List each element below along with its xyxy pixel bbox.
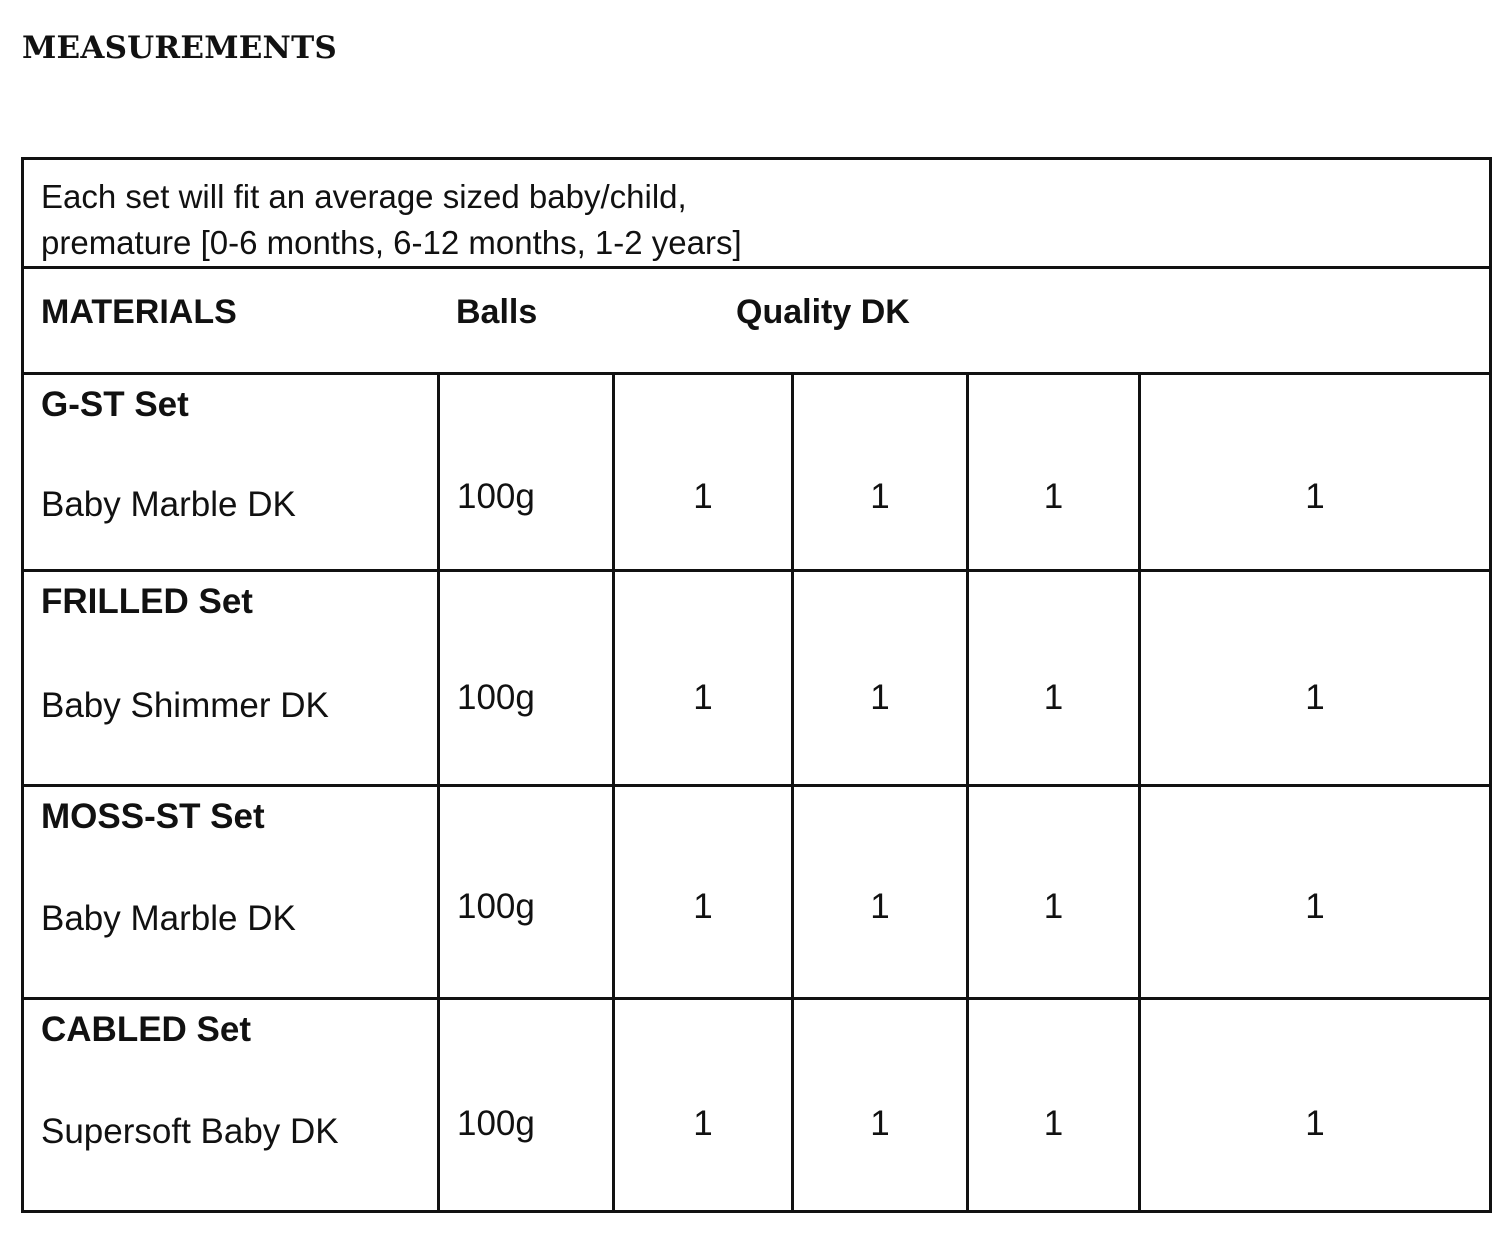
- set-name-cell: [23, 786, 439, 999]
- weight-cell: [439, 999, 614, 1212]
- ball-weight: 100g: [457, 1104, 535, 1143]
- size-description-line-1: Each set will fit an average sized baby/child,: [41, 178, 687, 215]
- ball-weight: 100g: [457, 887, 535, 926]
- size-description-line-2: premature [0-6 months, 6-12 months, 1-2 years]: [41, 224, 742, 261]
- materials-table: [21, 157, 1492, 1213]
- ball-count: 1: [1043, 887, 1064, 926]
- size-cell: [793, 571, 968, 786]
- table-row: [23, 571, 1491, 786]
- ball-count: 1: [1043, 678, 1064, 717]
- ball-count: 1: [870, 1104, 890, 1143]
- yarn-name: Baby Shimmer DK: [41, 686, 329, 725]
- size-cell: [793, 374, 968, 571]
- ball-count: 1: [870, 477, 890, 516]
- ball-count: 1: [870, 887, 890, 926]
- yarn-name: Supersoft Baby DK: [41, 1112, 339, 1151]
- set-name: CABLED Set: [41, 1010, 252, 1049]
- size-cell: [793, 999, 968, 1212]
- table-header: [23, 268, 1491, 374]
- size-cell: [1140, 999, 1491, 1212]
- table-row: [23, 374, 1491, 571]
- size-cell: [1140, 571, 1491, 786]
- ball-count: 1: [870, 678, 890, 717]
- yarn-name: Baby Marble DK: [41, 485, 296, 524]
- table-row: [23, 999, 1491, 1212]
- size-cell: [614, 374, 793, 571]
- size-cell: [968, 786, 1140, 999]
- ball-weight: 100g: [457, 678, 535, 717]
- size-cell: [968, 571, 1140, 786]
- yarn-name: Baby Marble DK: [41, 899, 296, 938]
- set-name-cell: [23, 571, 439, 786]
- weight-cell: [439, 571, 614, 786]
- weight-cell: [439, 374, 614, 571]
- set-name: FRILLED Set: [41, 582, 253, 621]
- ball-count: 1: [1305, 887, 1325, 926]
- ball-count: 1: [1305, 477, 1325, 516]
- ball-weight: 100g: [457, 477, 535, 516]
- set-name: G-ST Set: [41, 385, 189, 424]
- header-materials: MATERIALS: [41, 293, 237, 331]
- table-row: [23, 786, 1491, 999]
- ball-count: 1: [1043, 1104, 1064, 1143]
- intro-row: [23, 159, 1491, 268]
- ball-count: 1: [693, 477, 713, 516]
- ball-count: 1: [1305, 678, 1325, 717]
- size-cell: [968, 374, 1140, 571]
- set-name-cell: [23, 999, 439, 1212]
- set-name-cell: [23, 374, 439, 571]
- header-balls: Balls: [456, 293, 538, 331]
- size-cell: [614, 786, 793, 999]
- size-description: [23, 159, 1491, 268]
- size-cell: [614, 999, 793, 1212]
- size-cell: [614, 571, 793, 786]
- page-title: MEASUREMENTS: [22, 30, 337, 66]
- header-quality: Quality DK: [736, 293, 910, 331]
- size-cell: [1140, 374, 1491, 571]
- size-cell: [1140, 786, 1491, 999]
- ball-count: 1: [693, 887, 713, 926]
- size-cell: [793, 786, 968, 999]
- header-row: [23, 268, 1491, 374]
- ball-count: 1: [1305, 1104, 1325, 1143]
- ball-count: 1: [693, 1104, 713, 1143]
- set-name: MOSS-ST Set: [41, 797, 265, 836]
- ball-count: 1: [693, 678, 713, 717]
- size-cell: [968, 999, 1140, 1212]
- weight-cell: [439, 786, 614, 999]
- ball-count: 1: [1043, 477, 1064, 516]
